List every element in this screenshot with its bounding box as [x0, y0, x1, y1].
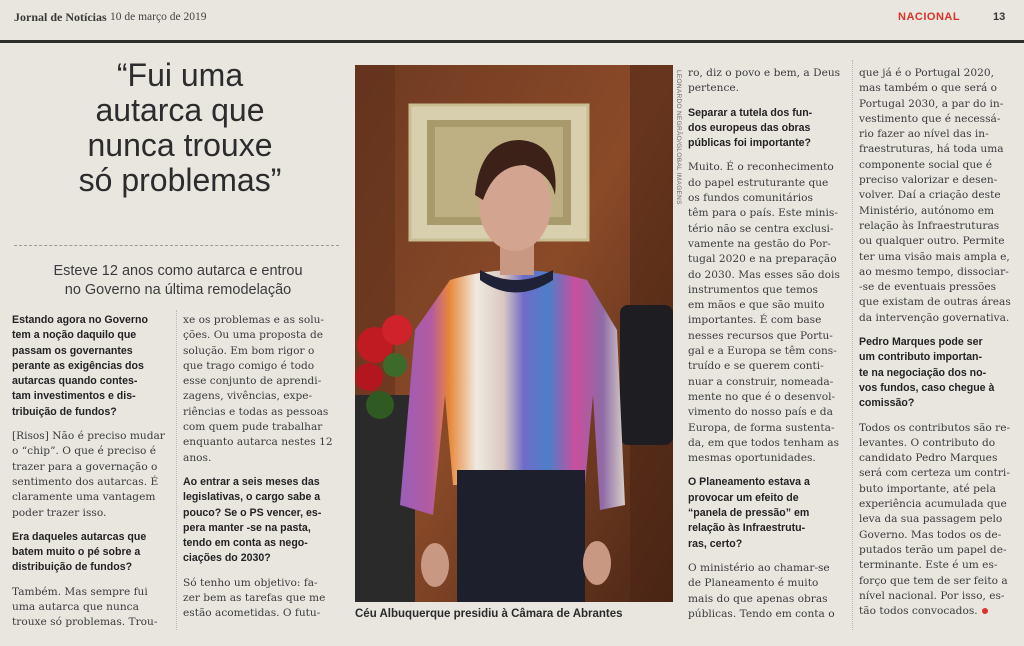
interview-answer: [688, 561, 848, 622]
newspaper-name: Jornal de Notícias: [14, 10, 107, 24]
text-line: ro, diz o povo e bem, a Deus: [688, 67, 841, 79]
text-line: vamente na gestão do Por-: [688, 237, 831, 250]
text-line: Muito. É o reconhecimento: [688, 161, 834, 174]
text-line: os fundos comunitários: [688, 192, 813, 205]
text-line: batem muito o pé sobre a: [12, 546, 141, 559]
text-line: da, em que todos tenham as: [688, 436, 840, 449]
interview-question: [183, 475, 343, 567]
text-line: do papel estruturante que: [688, 176, 829, 189]
text-line: Todos os contributos são re-: [859, 421, 1011, 434]
text-line: mais do que apenas obras: [688, 592, 828, 605]
interview-answer: [183, 313, 343, 466]
text-line: comissão?: [859, 397, 915, 410]
text-line: vestimento que é necessá-: [859, 112, 1001, 125]
text-line: de Planeamento é muito: [688, 577, 819, 590]
paragraph-gap: [859, 326, 1017, 335]
headline-line: nunca trouxe: [87, 127, 273, 163]
subheadline: [18, 262, 338, 300]
text-line: tendo em conta as nego-: [183, 537, 308, 550]
headline-line: autarca que: [95, 92, 265, 128]
paragraph-gap: [688, 466, 848, 475]
text-line: “panela de pressão” em: [688, 507, 810, 520]
text-line: públicas. Tendo em conta o: [688, 607, 835, 620]
paragraph-gap: [688, 552, 848, 561]
text-line: mas também o que será o: [859, 82, 998, 95]
text-line: relação às Infraestrutu-: [688, 522, 806, 535]
header-rule: [0, 40, 1024, 43]
text-line: ter uma visão mais ampla e,: [859, 250, 1010, 263]
subheadline-line: no Governo na última remodelação: [64, 282, 292, 298]
column-divider: [852, 60, 853, 630]
text-line: enquanto autarca nestes 12: [183, 436, 333, 449]
text-line: ao mesmo tempo, dissociar-: [859, 265, 1009, 278]
text-line: Era daqueles autarcas que: [12, 530, 147, 543]
text-line: relação às Infraestruturas: [859, 219, 1000, 232]
paragraph-gap: [12, 576, 172, 585]
text-line: xe os problemas e as solu-: [183, 314, 324, 326]
article-column-4: [859, 66, 1017, 619]
issue-date: 10 de março de 2019: [110, 11, 207, 23]
text-line: Ministério, autónomo em: [859, 204, 995, 217]
text-line: truído e se querem conti-: [688, 360, 824, 373]
text-line: ções. Ou uma proposta de: [183, 329, 323, 342]
text-line: uma autarca que nunca: [12, 601, 139, 614]
text-line: Pedro Marques pode ser: [859, 336, 983, 349]
text-line: que trago comigo é todo: [183, 359, 315, 372]
text-line: esse conjunto de aprendi-: [183, 375, 322, 388]
text-line: nuar a construir, nomeada-: [688, 375, 834, 388]
text-line: perante as exigências dos: [12, 359, 144, 372]
text-line: pera manter -se na pasta,: [183, 521, 311, 534]
text-line: tem a noção daquilo que: [12, 329, 137, 342]
text-line: Estando agora no Governo: [12, 314, 148, 326]
text-line: vimento do nosso país e da: [688, 406, 833, 419]
text-line: forço que tem de ser feito a: [859, 574, 1008, 587]
text-line: nesses recursos que Portu-: [688, 329, 833, 342]
text-line: O ministério ao chamar-se: [688, 561, 830, 574]
text-line: claramente uma vantagem: [12, 491, 156, 504]
interview-question: [12, 313, 172, 420]
text-line: têm para o país. Este minis-: [688, 207, 838, 220]
text-line: O Planeamento estava a: [688, 476, 810, 489]
text-line: do 2030. Mas esses são dois: [688, 268, 840, 281]
text-line: que existam de outras áreas: [859, 296, 1011, 309]
interview-answer: [183, 576, 343, 622]
text-line: candidato Pedro Marques: [859, 452, 998, 465]
text-line: públicas foi importante?: [688, 137, 812, 150]
text-line: ras, certo?: [688, 537, 743, 550]
text-line: preciso valorizar e desen-: [859, 174, 998, 187]
text-line: tam investimentos e dis-: [12, 390, 136, 403]
paragraph-gap: [12, 420, 172, 429]
text-line: vos fundos, caso chegue à: [859, 381, 995, 394]
text-line: zagens, vivências, expe-: [183, 390, 313, 403]
text-line: autarcas quando contes-: [12, 375, 138, 388]
text-line: pouco? Se o PS vencer, es-: [183, 506, 322, 519]
text-line: da intervenção governativa.: [859, 311, 1010, 324]
headline-line: só problemas”: [78, 162, 282, 198]
interview-answer: [12, 585, 172, 631]
text-line: anos.: [183, 451, 212, 464]
text-line: Também. Mas sempre fui: [12, 585, 148, 598]
text-line: tão todos convocados.: [859, 604, 1017, 619]
text-line: em mãos e que são muito: [688, 299, 825, 312]
interview-answer: [859, 421, 1017, 620]
text-line: Ao entrar a seis meses das: [183, 475, 320, 488]
text-line: estão acometidas. O futu-: [183, 607, 321, 620]
headline: [20, 58, 340, 198]
interview-answer: [12, 429, 172, 521]
text-line: fraestruturas, há toda uma: [859, 143, 1004, 156]
subheadline-line: Esteve 12 anos como autarca e entrou: [53, 263, 303, 279]
photo-caption: Céu Albuquerque presidiu à Câmara de Abrantes: [355, 608, 623, 620]
portrait-illustration: [355, 65, 673, 602]
interview-question: [688, 475, 848, 551]
interview-answer: [688, 160, 848, 466]
photo-credit: LEONARDO NEGRÃO/GLOBAL IMAGENS: [675, 70, 682, 205]
text-line: [Risos] Não é preciso mudar: [12, 430, 165, 443]
article-column-1: [12, 313, 172, 631]
text-line: zer bem as tarefas que me: [183, 592, 326, 605]
text-line: trazer para a governação o: [12, 460, 158, 473]
text-line: volver. Daí a criação deste: [859, 189, 1001, 202]
text-line: gal e a Europa se têm cons-: [688, 345, 837, 358]
text-line: instrumentos que temos: [688, 283, 818, 296]
text-line: nível nacional. Por isso, es-: [859, 589, 1005, 602]
text-line: Só tenho um objetivo: fa-: [183, 576, 318, 589]
text-line: tribuição de fundos?: [12, 405, 117, 418]
column-divider: [176, 310, 177, 630]
text-line: componente social que é: [859, 158, 993, 171]
text-line: passam os governantes: [12, 344, 133, 357]
text-line: Governo. Mas todos os de-: [859, 528, 1002, 541]
text-line: experiência acumulada que: [859, 498, 1007, 511]
text-line: Portugal 2030, a par do in-: [859, 97, 1004, 110]
article-column-3: [688, 66, 848, 622]
text-line: ou qualquer outro. Permite: [859, 235, 1005, 248]
text-line: será com certeza um contri-: [859, 467, 1010, 480]
text-line: poder trazer isso.: [12, 506, 107, 519]
text-line: te na negociação dos no-: [859, 366, 987, 379]
text-line: riências e todas as pessoas: [183, 405, 329, 418]
end-of-article-dot: [982, 608, 988, 614]
text-line: terminante. Este é um es-: [859, 559, 998, 572]
page-number: 13: [993, 11, 1006, 23]
text-line: trouxe só problemas. Trou-: [12, 616, 158, 629]
text-line: o “chip”. O que é preciso é: [12, 445, 157, 458]
text-line: que já é o Portugal 2020,: [859, 67, 994, 79]
text-line: tugal 2020 e na preparação: [688, 253, 837, 266]
headline-divider: [14, 245, 339, 246]
text-line: putados terão um papel de-: [859, 543, 1007, 556]
portrait-photo: [355, 65, 673, 602]
text-line: solução. Em bom rigor o: [183, 344, 315, 357]
interview-question: [12, 530, 172, 576]
text-line: legislativas, o cargo sabe a: [183, 491, 321, 504]
text-line: mente no que é o desenvol-: [688, 390, 836, 403]
interview-question: [688, 106, 848, 152]
text-line: levantes. O contributo do: [859, 436, 996, 449]
paragraph-gap: [688, 97, 848, 106]
text-line: provocar um efeito de: [688, 491, 799, 504]
interview-answer: [688, 66, 848, 97]
section-label: NACIONAL: [898, 11, 961, 23]
text-line: tério não se centra exclusi-: [688, 222, 834, 235]
paragraph-gap: [859, 412, 1017, 421]
text-line: sentimento dos autarcas. É: [12, 475, 159, 488]
headline-line: “Fui uma: [116, 57, 244, 93]
text-line: leva da sua passagem pelo: [859, 513, 1003, 526]
text-line: rio fazer ao nível das in-: [859, 128, 989, 141]
paragraph-gap: [688, 151, 848, 160]
paragraph-gap: [183, 466, 343, 475]
text-line: -se de eventuais pressões: [859, 281, 997, 294]
text-line: Separar a tutela dos fun-: [688, 106, 813, 119]
text-line: mesmas oportunidades.: [688, 452, 816, 465]
text-line: ciações do 2030?: [183, 552, 271, 565]
paragraph-gap: [12, 521, 172, 530]
article-column-2: [183, 313, 343, 622]
text-line: importantes. É com base: [688, 314, 822, 327]
text-line: um contributo importan-: [859, 351, 982, 364]
text-line: com quem pude trabalhar: [183, 421, 323, 434]
interview-question: [859, 335, 1017, 411]
text-line: buto importante, até pela: [859, 482, 996, 495]
paragraph-gap: [183, 567, 343, 576]
text-line: distribuição de fundos?: [12, 561, 133, 574]
interview-answer: [859, 66, 1017, 326]
text-line: Europa, de forma sustenta-: [688, 421, 835, 434]
text-line: dos europeus das obras: [688, 121, 811, 134]
text-line: pertence.: [688, 82, 740, 95]
